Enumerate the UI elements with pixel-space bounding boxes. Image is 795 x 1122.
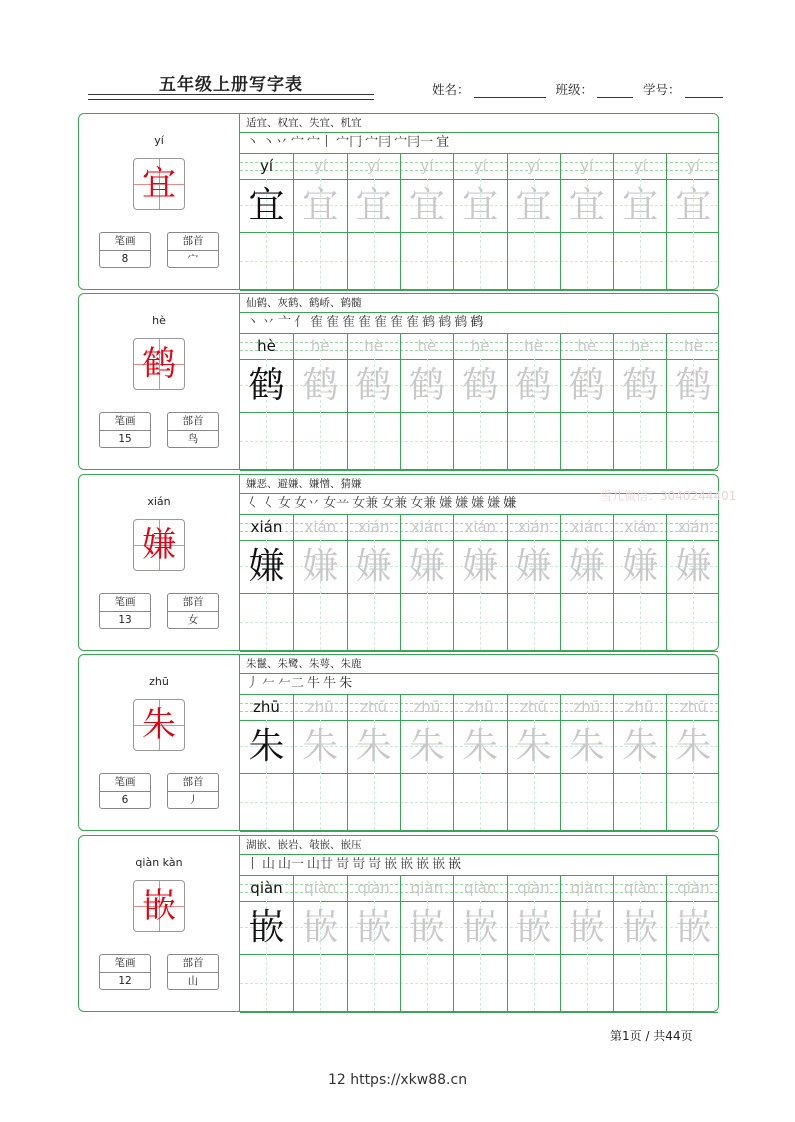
- pinyin-trace: hè: [630, 337, 650, 355]
- stroke-step: 隺: [374, 315, 388, 330]
- stroke-step: 嫌: [503, 496, 517, 511]
- practice-area: [240, 294, 718, 469]
- stroke-step: 牛: [323, 676, 337, 691]
- radical-info-box: [167, 412, 219, 448]
- pinyin-sample: xián: [250, 518, 283, 536]
- stroke-step: 隺: [390, 315, 404, 330]
- practice-cell[interactable]: [240, 876, 293, 1011]
- practice-cell[interactable]: [613, 695, 666, 830]
- char-trace: 朱: [302, 726, 339, 767]
- pinyin-trace: zhū: [413, 698, 441, 716]
- char-trace: 鹤: [568, 365, 605, 406]
- stroke-step: 鹤: [422, 315, 436, 330]
- char-model-box: [133, 880, 185, 932]
- char-trace: 朱: [408, 726, 445, 767]
- stroke-step: 山一: [278, 857, 305, 872]
- practice-cell[interactable]: [347, 695, 400, 830]
- char-sample: 朱: [248, 726, 285, 767]
- radical-label: 部首: [168, 774, 218, 792]
- stroke-step: 丶丷: [262, 135, 289, 150]
- example-words: 嫌恶、避嫌、嫌憎、猜嫌: [240, 475, 718, 494]
- writing-grid: [240, 515, 718, 650]
- radical-info-box: [167, 232, 219, 268]
- stroke-step: 嵌: [384, 857, 398, 872]
- practice-cell[interactable]: [293, 154, 346, 289]
- pinyin-trace: qiàn: [410, 879, 444, 897]
- char-trace: 朱: [675, 726, 712, 767]
- pinyin-trace: zhū: [360, 698, 388, 716]
- practice-cell[interactable]: [453, 695, 506, 830]
- practice-cell[interactable]: [613, 334, 666, 469]
- stroke-step: 嵌: [400, 857, 414, 872]
- practice-cell[interactable]: [240, 334, 293, 469]
- pinyin-trace: yí: [367, 157, 381, 175]
- pinyin-trace: zhū: [466, 698, 494, 716]
- radical-label: 部首: [168, 594, 218, 612]
- stroke-step: 嵌: [432, 857, 446, 872]
- pinyin-trace: xián: [304, 518, 337, 536]
- grid-line: [240, 290, 718, 291]
- stroke-info-box: [99, 773, 151, 809]
- model-char: 宜: [142, 164, 176, 204]
- practice-cell[interactable]: [400, 876, 453, 1011]
- radical-info-box: [167, 954, 219, 990]
- practice-cell[interactable]: [293, 515, 346, 650]
- radical-value: 女: [187, 614, 199, 626]
- writing-grid: [240, 154, 718, 289]
- char-trace: 嵌: [355, 907, 392, 948]
- stroke-step: 宀丨: [307, 135, 334, 150]
- practice-cell[interactable]: [400, 515, 453, 650]
- model-char: 鹤: [142, 344, 176, 384]
- page-title: 五年级上册写字表: [159, 75, 303, 95]
- char-trace: 朱: [462, 726, 499, 767]
- pinyin-sample: qiàn: [250, 879, 283, 897]
- stroke-step: 鹤: [470, 315, 484, 330]
- stroke-info-box: [99, 593, 151, 629]
- pinyin-trace: qiàn: [304, 879, 337, 897]
- radical-info-box: [167, 593, 219, 629]
- title-underline: [88, 94, 374, 100]
- char-pinyin: yí: [154, 134, 164, 147]
- char-trace: 宜: [675, 185, 712, 226]
- char-info-panel: [79, 655, 240, 830]
- char-trace: 嵌: [622, 907, 659, 948]
- char-sample: 宜: [248, 185, 285, 226]
- practice-cell[interactable]: [293, 876, 346, 1011]
- practice-cell[interactable]: [560, 334, 613, 469]
- radical-label: 部首: [168, 955, 218, 973]
- stroke-order: [240, 854, 718, 876]
- practice-cell[interactable]: [666, 515, 719, 650]
- practice-cell[interactable]: [347, 515, 400, 650]
- stroke-label: 笔画: [100, 594, 150, 612]
- stroke-step: 丨: [246, 857, 260, 872]
- stroke-step: 嫌: [439, 496, 453, 511]
- pinyin-trace: xián: [677, 518, 710, 536]
- char-trace: 嵌: [462, 907, 499, 948]
- stroke-info-box: [99, 954, 151, 990]
- stroke-step: 宜: [436, 135, 450, 150]
- model-char: 朱: [142, 705, 176, 745]
- stroke-label: 笔画: [100, 413, 150, 431]
- char-sample: 嫌: [248, 546, 285, 587]
- char-model-box: [133, 699, 185, 751]
- pinyin-trace: qiàn: [357, 879, 390, 897]
- watermark: 雪儿微信：3040244401: [600, 489, 737, 503]
- pinyin-sample: zhū: [253, 698, 280, 716]
- stroke-value: 12: [118, 975, 132, 987]
- pinyin-trace: zhū: [679, 698, 707, 716]
- char-trace: 嫌: [568, 546, 605, 587]
- example-words: 朱鬣、朱鹭、朱萼、朱鹿: [240, 655, 718, 674]
- pinyin-trace: xián: [624, 518, 656, 536]
- pinyin-trace: hè: [470, 337, 490, 355]
- practice-cell[interactable]: [666, 334, 719, 469]
- stroke-value: 8: [121, 253, 129, 265]
- char-trace: 鹤: [675, 365, 712, 406]
- pinyin-trace: qiàn: [677, 879, 710, 897]
- practice-cell[interactable]: [507, 334, 560, 469]
- char-trace: 朱: [568, 726, 605, 767]
- pinyin-sample: yí: [259, 157, 274, 175]
- char-model-box: [133, 338, 185, 390]
- stroke-step: 亻: [294, 315, 308, 330]
- number-field[interactable]: [643, 80, 723, 98]
- char-pinyin: zhū: [149, 675, 169, 688]
- char-info-panel: [79, 294, 240, 469]
- pinyin-trace: xián: [357, 518, 390, 536]
- stroke-label: 笔画: [100, 233, 150, 251]
- model-char: 嫌: [142, 525, 176, 565]
- pinyin-trace: zhū: [573, 698, 601, 716]
- char-info-panel: [79, 475, 240, 650]
- practice-area: [240, 836, 718, 1011]
- char-trace: 宜: [568, 185, 605, 226]
- class-field[interactable]: [556, 80, 634, 98]
- name-field[interactable]: [432, 80, 546, 98]
- writing-grid: [240, 876, 718, 1011]
- pinyin-trace: zhū: [520, 698, 547, 716]
- stroke-step: 嵌: [448, 857, 462, 872]
- char-pinyin: xián: [147, 495, 171, 508]
- radical-info-box: [167, 773, 219, 809]
- stroke-value: 13: [118, 614, 132, 626]
- pinyin-trace: hè: [684, 337, 703, 355]
- char-trace: 鹤: [408, 365, 445, 406]
- stroke-step: 鹤: [438, 315, 452, 330]
- stroke-label: 笔画: [100, 955, 150, 973]
- char-sample: 嵌: [248, 907, 285, 948]
- stroke-step: 亠: [278, 315, 292, 330]
- stroke-step: 丿: [246, 676, 260, 691]
- pinyin-trace: qiàn: [623, 879, 657, 897]
- stroke-step: 女兼: [352, 496, 379, 511]
- stroke-step: 朱: [339, 676, 353, 691]
- practice-area: [240, 114, 718, 289]
- stroke-step: 岢: [336, 857, 350, 872]
- practice-cell[interactable]: [507, 695, 560, 830]
- char-model-box: [133, 158, 185, 210]
- practice-cell[interactable]: [666, 154, 719, 289]
- practice-cell[interactable]: [507, 154, 560, 289]
- stroke-step: 女兼: [381, 496, 408, 511]
- radical-label: 部首: [168, 413, 218, 431]
- pinyin-trace: qiàn: [570, 879, 603, 897]
- pinyin-trace: qiàn: [463, 879, 497, 897]
- pinyin-trace: zhū: [306, 698, 334, 716]
- stroke-step: 丷: [262, 315, 276, 330]
- practice-cell[interactable]: [400, 695, 453, 830]
- char-card: [78, 293, 719, 470]
- char-trace: 宜: [408, 185, 445, 226]
- stroke-step: 嫌: [471, 496, 485, 511]
- pinyin-trace: yí: [473, 157, 487, 175]
- practice-cell[interactable]: [293, 334, 346, 469]
- practice-cell[interactable]: [347, 334, 400, 469]
- stroke-step: 宀: [291, 135, 305, 150]
- char-trace: 嵌: [675, 907, 712, 948]
- char-trace: 嵌: [515, 907, 552, 948]
- stroke-step: 隺: [326, 315, 340, 330]
- char-trace: 朱: [622, 726, 659, 767]
- practice-area: [240, 655, 718, 830]
- char-trace: 嵌: [408, 907, 445, 948]
- practice-cell[interactable]: [666, 695, 719, 830]
- practice-cell[interactable]: [240, 695, 293, 830]
- grid-line: [240, 1012, 718, 1013]
- practice-cell[interactable]: [400, 154, 453, 289]
- char-pinyin: hè: [152, 314, 166, 327]
- number-label: 学号：: [643, 82, 681, 97]
- page-number: 第1页 / 共44页: [610, 1029, 693, 1043]
- radical-value: 鸟: [187, 433, 199, 445]
- example-words: 仙鹤、灰鹤、鹤峤、鹤髓: [240, 294, 718, 313]
- grid-line: [240, 470, 718, 471]
- model-char: 嵌: [142, 886, 176, 926]
- stroke-order: [240, 132, 718, 154]
- stroke-step: 鹤: [454, 315, 468, 330]
- stroke-step: 隺: [358, 315, 372, 330]
- practice-cell[interactable]: [507, 515, 560, 650]
- practice-cell[interactable]: [293, 695, 346, 830]
- practice-cell[interactable]: [453, 515, 506, 650]
- char-trace: 嫌: [408, 546, 445, 587]
- char-trace: 朱: [515, 726, 552, 767]
- practice-cell[interactable]: [453, 334, 506, 469]
- pinyin-trace: zhū: [626, 698, 654, 716]
- stroke-order: [240, 312, 718, 334]
- writing-grid: [240, 334, 718, 469]
- char-pinyin: qiàn kàn: [135, 856, 183, 869]
- grid-line: [240, 651, 718, 652]
- pinyin-trace: yí: [633, 157, 647, 175]
- char-trace: 宜: [302, 185, 339, 226]
- stroke-step: 𡿨: [262, 496, 276, 511]
- char-info-panel: [79, 114, 240, 289]
- pinyin-trace: hè: [417, 337, 437, 355]
- practice-cell[interactable]: [347, 154, 400, 289]
- name-label: 姓名：: [432, 82, 470, 97]
- char-trace: 嫌: [462, 546, 499, 587]
- stroke-step: 嫌: [487, 496, 501, 511]
- practice-cell[interactable]: [453, 876, 506, 1011]
- practice-cell[interactable]: [560, 515, 613, 650]
- char-card: [78, 654, 719, 831]
- footer-url: 12 https://xkw88.cn: [327, 1072, 468, 1088]
- pinyin-trace: xián: [570, 518, 603, 536]
- char-trace: 嫌: [302, 546, 339, 587]
- stroke-order: [240, 673, 718, 695]
- practice-cell[interactable]: [453, 154, 506, 289]
- radical-value: 山: [187, 975, 199, 987]
- stroke-label: 笔画: [100, 774, 150, 792]
- stroke-step: 女丷: [294, 496, 321, 511]
- char-sample: 鹤: [248, 365, 285, 406]
- example-words: 湖嵌、嵌岩、敧嵌、嵌压: [240, 836, 718, 855]
- char-trace: 鹤: [462, 365, 499, 406]
- practice-cell[interactable]: [560, 876, 613, 1011]
- stroke-step: 宀冃一: [394, 135, 434, 150]
- writing-grid: [240, 695, 718, 830]
- char-model-box: [133, 519, 185, 571]
- char-card: [78, 835, 719, 1012]
- stroke-step: 宀冃: [365, 135, 392, 150]
- pinyin-trace: hè: [310, 337, 330, 355]
- char-trace: 嫌: [515, 546, 552, 587]
- char-card: [78, 113, 719, 290]
- practice-cell[interactable]: [613, 154, 666, 289]
- pinyin-trace: xián: [411, 518, 443, 536]
- practice-cell[interactable]: [240, 154, 293, 289]
- pinyin-trace: hè: [524, 337, 543, 355]
- stroke-info-box: [99, 232, 151, 268]
- char-trace: 宜: [622, 185, 659, 226]
- practice-cell[interactable]: [666, 876, 719, 1011]
- stroke-step: 丶: [246, 135, 260, 150]
- char-trace: 宜: [462, 185, 499, 226]
- radical-value: 丿: [187, 794, 199, 806]
- practice-cell[interactable]: [400, 334, 453, 469]
- stroke-step: 女䒑: [323, 496, 350, 511]
- pinyin-trace: xián: [517, 518, 550, 536]
- practice-cell[interactable]: [613, 876, 666, 1011]
- pinyin-sample: hè: [257, 337, 276, 355]
- stroke-value: 6: [121, 794, 129, 806]
- stroke-step: 岢: [352, 857, 366, 872]
- char-trace: 朱: [355, 726, 392, 767]
- practice-cell[interactable]: [507, 876, 560, 1011]
- stroke-step: 𡿨: [246, 496, 260, 511]
- pinyin-trace: xián: [464, 518, 497, 536]
- char-trace: 鹤: [622, 365, 659, 406]
- practice-cell[interactable]: [560, 154, 613, 289]
- char-trace: 嫌: [355, 546, 392, 587]
- stroke-step: 𠂉: [262, 676, 276, 691]
- grid-line: [240, 831, 718, 832]
- practice-cell[interactable]: [613, 515, 666, 650]
- class-label: 班级：: [555, 82, 594, 97]
- pinyin-trace: hè: [577, 337, 597, 355]
- pinyin-trace: hè: [364, 337, 383, 355]
- char-trace: 嫌: [675, 546, 712, 587]
- stroke-step: 丶: [246, 315, 260, 330]
- stroke-step: 隺: [406, 315, 420, 330]
- pinyin-trace: yí: [580, 157, 594, 175]
- example-words: 适宜、权宜、失宜、机宜: [240, 114, 718, 133]
- stroke-step: 岢: [368, 857, 382, 872]
- radical-value: 宀: [187, 253, 199, 265]
- practice-cell[interactable]: [240, 515, 293, 650]
- char-trace: 嵌: [568, 907, 605, 948]
- pinyin-trace: yí: [526, 157, 541, 175]
- pinyin-trace: yí: [313, 157, 327, 175]
- practice-cell[interactable]: [560, 695, 613, 830]
- stroke-step: 山: [262, 857, 276, 872]
- char-trace: 嵌: [302, 907, 339, 948]
- stroke-step: 嫌: [455, 496, 469, 511]
- pinyin-trace: yí: [420, 157, 434, 175]
- stroke-step: 嵌: [416, 857, 430, 872]
- char-trace: 宜: [515, 185, 552, 226]
- char-trace: 嫌: [622, 546, 659, 587]
- stroke-step: 宀冂: [336, 135, 363, 150]
- stroke-step: 𠂉二: [278, 676, 305, 691]
- char-trace: 宜: [355, 185, 392, 226]
- stroke-step: 牛: [307, 676, 321, 691]
- char-info-panel: [79, 836, 240, 1011]
- pinyin-trace: qiàn: [517, 879, 550, 897]
- char-trace: 鹤: [302, 365, 339, 406]
- stroke-info-box: [99, 412, 151, 448]
- stroke-step: 隺: [310, 315, 324, 330]
- char-trace: 鹤: [515, 365, 552, 406]
- char-trace: 鹤: [355, 365, 392, 406]
- practice-cell[interactable]: [347, 876, 400, 1011]
- stroke-step: 女兼: [410, 496, 437, 511]
- stroke-value: 15: [118, 433, 132, 445]
- pinyin-trace: yí: [686, 157, 700, 175]
- student-fields: [432, 80, 723, 98]
- radical-label: 部首: [168, 233, 218, 251]
- stroke-step: 隺: [342, 315, 356, 330]
- stroke-step: 女: [278, 496, 292, 511]
- stroke-step: 山廿: [307, 857, 334, 872]
